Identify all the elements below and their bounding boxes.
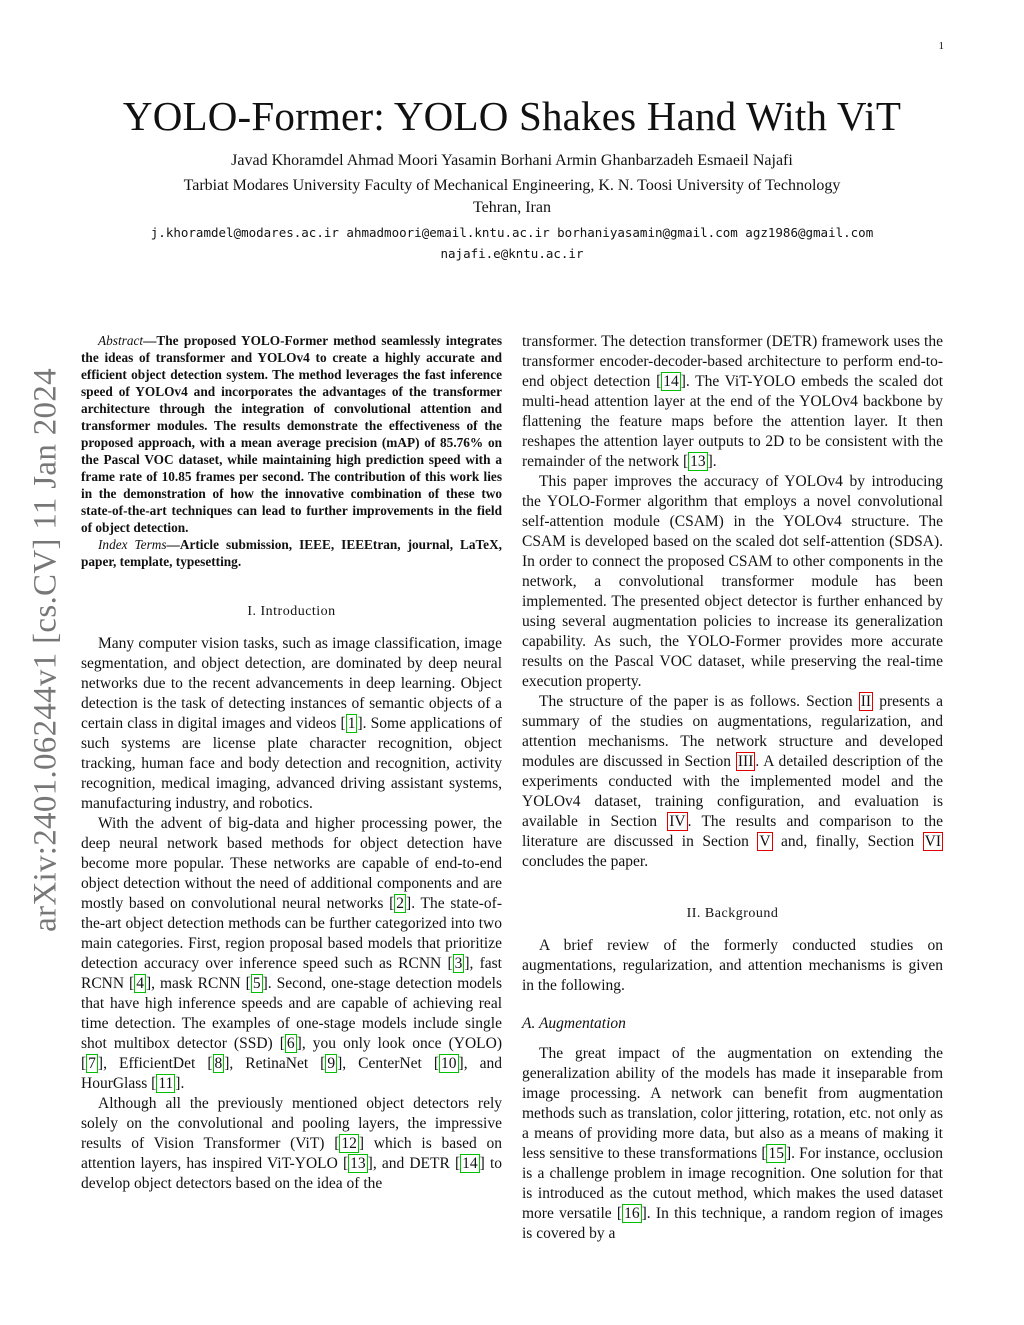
citation-link[interactable]: 9 [327, 1055, 336, 1072]
page-number: 1 [938, 40, 944, 52]
subsection-heading-augmentation: A. Augmentation [522, 1015, 626, 1032]
text-run: ]. For instance, occlusion is a challenge problem in image recognition. One solution for that is introduced as the cutout method, which makes the used dataset more versatile [ [522, 1145, 943, 1222]
text-run: ]. The state-of-the-art object detection methods can be further categorized into two main categories. First, region proposal based models that prioritize detection accuracy over inference speed such as RCNN [ [81, 895, 502, 972]
text-run: ]. Some applications of such systems are license plate character recognition, object tracking, human face and body detection and recognition, activity recognition, medical imaging, advanced driving assistant systems, manufacturing industry, and robotics. [81, 715, 503, 812]
text-run: . The results and comparison to the literature are discussed in Section [522, 813, 943, 850]
author-emails [0, 222, 1024, 264]
index-terms [81, 536, 502, 570]
section-link[interactable]: V [759, 833, 771, 850]
citation-link[interactable]: 7 [88, 1055, 96, 1072]
text-run: ] to develop object detectors based on the idea of the [81, 1155, 503, 1192]
citation-link[interactable]: 13 [350, 1155, 366, 1172]
index-terms-label: Index Terms [98, 537, 167, 552]
intro-paragraph-2 [81, 814, 502, 1094]
text-run: ], and DETR [ [367, 1155, 461, 1172]
text-run: ]. Second, one-stage detection models that have high inference speeds and are capable of achieving real time detection. The examples of one-stage models include single shot multibox detector (SSD) [ [81, 975, 503, 1052]
text-run: ] which is based on attention layers, has inspired ViT-YOLO [ [81, 1135, 503, 1172]
author-list: Javad Khoramdel Ahmad Moori Yasamin Borhani Armin Ghanbarzadeh Esmaeil Najafi [231, 152, 793, 169]
arxiv-stamp-text: arXiv:2401.06244v1 [cs.CV] 11 Jan 2024 [27, 368, 64, 932]
citation-link[interactable]: 5 [252, 975, 261, 992]
section-link[interactable]: IV [669, 813, 686, 830]
index-terms-text: —Article submission, IEEE, IEEEtran, journal, LaTeX, paper, template, typesetting. [81, 537, 503, 569]
arxiv-stamp [16, 355, 76, 945]
section-heading-introduction: I. Introduction [247, 604, 336, 619]
citation-link[interactable]: 2 [396, 895, 405, 912]
text-run: concludes the paper. [522, 853, 649, 870]
section-heading-background: II. Background [686, 906, 779, 921]
left-column [81, 332, 502, 1194]
citation-link[interactable]: 10 [441, 1055, 457, 1072]
intro-paragraph-5 [522, 692, 943, 872]
citation-link[interactable]: 12 [341, 1135, 357, 1152]
abstract-label: Abstract [98, 333, 144, 348]
text-run: ], you only look once (YOLO) [ [81, 1035, 502, 1072]
paper-title: YOLO-Former: YOLO Shakes Hand With ViT [122, 93, 902, 139]
text-run: ], EfficientDet [ [97, 1055, 213, 1072]
text-run: The structure of the paper is as follows. Section [539, 693, 859, 710]
text-run: ]. The ViT-YOLO embeds the scaled dot multi-head attention layer at the end of the YOLOv4 backbone by flattening the feature maps before the attention layer. It then reshapes the attention layer outputs to 2D to be consistent with the remainder of the network [ [522, 373, 943, 470]
text-run: ], fast RCNN [ [81, 955, 502, 992]
text-run: ], CenterNet [ [337, 1055, 440, 1072]
abstract [81, 332, 502, 536]
augmentation-paragraph [522, 1044, 943, 1244]
email-line: najafi.e@kntu.ac.ir [440, 246, 584, 261]
text-run: presents a summary of the studies on augmentations, regularization, and attention mechanisms. The network structure and developed modules are discussed in Section [522, 693, 943, 770]
citation-link[interactable]: 16 [624, 1205, 640, 1222]
text-run: Many computer vision tasks, such as image classification, image segmentation, and object detection, are dominated by deep neural networks due to the recent advancements in deep learning. Object detection is the task of detecting instances of semantic objects of a certain class in digital images and videos [ [81, 635, 502, 732]
text-run: The great impact of the augmentation on extending the generalization ability of the models has made it inseparable from image processing. A network can benefit from augmentation methods such as translation, color jittering, rotation, etc. not only as a means of providing more data, but also as a means of making it less sensitive to these transformations [ [522, 1045, 943, 1162]
intro-paragraph-1 [81, 634, 502, 814]
text-run: ]. [175, 1075, 185, 1092]
citation-link[interactable]: 8 [214, 1055, 223, 1072]
citation-link[interactable]: 6 [286, 1035, 295, 1052]
text-run: With the advent of big-data and higher processing power, the deep neural network based methods for object detection have become more popular. These networks are capable of end-to-end object detection without the need of additional components and are mostly based on convolutional neural networks [ [81, 815, 502, 912]
citation-link[interactable]: 11 [158, 1075, 174, 1092]
text-run: transformer. The detection transformer (DETR) framework uses the transformer encoder-decoder-based architecture to perform end-to-end object detection [ [522, 333, 943, 390]
citation-link[interactable]: 14 [663, 373, 679, 390]
background-paragraph: A brief review of the formerly conducted studies on augmentations, regularization, and attention mechanisms is given in the following. [522, 937, 943, 994]
right-column [522, 332, 943, 1244]
text-run: and, finally, Section [772, 833, 923, 850]
abstract-text: —The proposed YOLO-Former method seamlessly integrates the ideas of transformer and YOLOv4 to create a highly accurate and efficient object detection system. The method leverages the fast inference speed of YOLOv4 and incorporates the advantages of the transformer architecture through the integration of convolutional attention and transformer modules. The results demonstrate the effectiveness of the proposed approach, with a mean average precision (mAP) of 85.76% on the Pascal VOC dataset, while maintaining high prediction speed with a frame rate of 10.85 frames per second. The contribution of this work lies in the demonstration of how the innovative combination of these two state-of-the-art techniques can lead to further improvements in the field of object detection. [81, 333, 502, 535]
affiliations [0, 175, 1024, 219]
citation-link[interactable]: 4 [136, 975, 144, 992]
text-run: ], mask RCNN [ [145, 975, 251, 992]
text-run: . A detailed description of the experiments conducted with the implemented model and the YOLOv4 dataset, training configuration, and evaluation is available in Section [522, 753, 944, 830]
text-run: ]. [707, 453, 717, 470]
text-run: ], RetinaNet [ [224, 1055, 326, 1072]
email-line: j.khoramdel@modares.ac.ir ahmadmoori@email.kntu.ac.ir borhaniyasamin@gmail.com agz1986@gmail.com [150, 225, 874, 240]
section-link[interactable]: VI [924, 833, 941, 850]
citation-link[interactable]: 14 [462, 1155, 478, 1172]
affiliation-location: Tehran, Iran [473, 199, 551, 216]
citation-link[interactable]: 1 [347, 715, 356, 732]
intro-paragraph-continued [522, 332, 943, 472]
intro-paragraph-3 [81, 1094, 502, 1194]
text-run: Although all the previously mentioned object detectors rely solely on the convolutional and pooling layers, the impressive results of Vision Transformer (ViT) [ [81, 1095, 502, 1152]
affiliation-line: Tarbiat Modares University Faculty of Mechanical Engineering, K. N. Toosi University of Technology [183, 177, 841, 194]
citation-link[interactable]: 13 [690, 453, 706, 470]
intro-paragraph-4: This paper improves the accuracy of YOLOv4 by introducing the YOLO-Former algorithm that employs a novel convolutional self-attention module (CSAM) in the YOLOv4 structure. The CSAM is developed based on the scaled dot self-attention (SDSA). In order to connect the proposed CSAM to other components in the network, a convolutional transformer module has been implemented. The presented object detector is further enhanced by using several augmentation policies to increase its generalization capability. As such, the YOLO-Former provides more accurate results on the Pascal VOC dataset, while preserving the real-time execution property. [522, 473, 943, 690]
citation-link[interactable]: 15 [768, 1145, 784, 1162]
text-run: ], and HourGlass [ [81, 1055, 502, 1092]
section-link[interactable]: II [860, 693, 872, 710]
text-run: ]. In this technique, a random region of images is covered by a [522, 1205, 943, 1242]
section-link[interactable]: III [737, 753, 754, 770]
citation-link[interactable]: 3 [454, 955, 463, 972]
